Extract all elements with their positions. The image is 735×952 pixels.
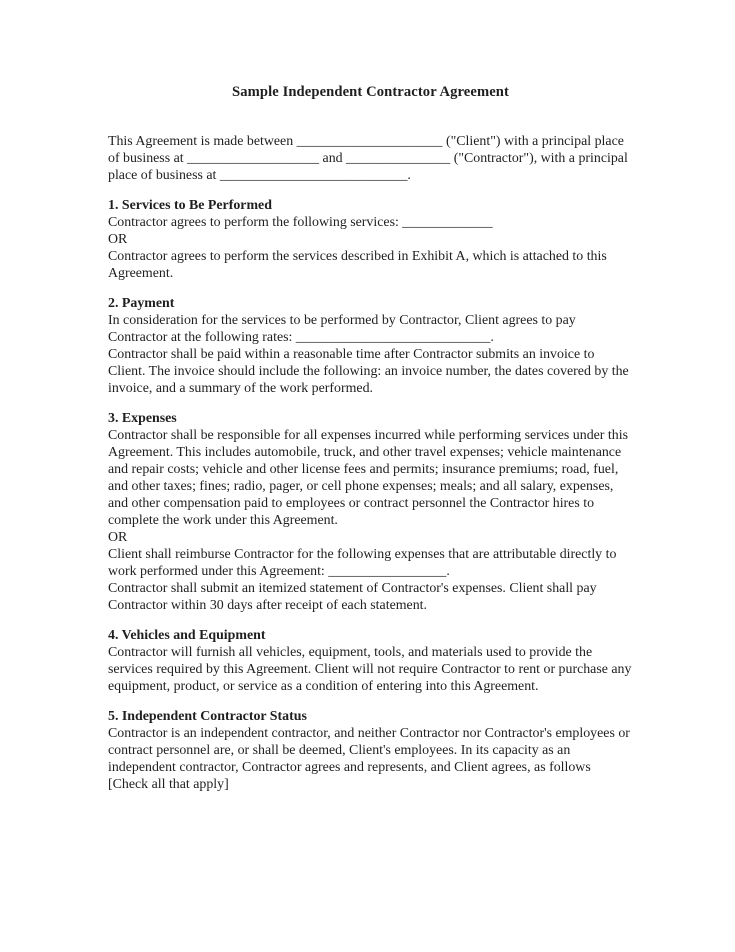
paragraph: Contractor shall be paid within a reasonable time after Contractor submits an invoice to Client. The invoice should include the following: an invoice number, the dates covered by the invoice, and a summary of the work performed. bbox=[108, 347, 629, 396]
section-vehicles-equipment bbox=[108, 627, 633, 695]
intro-paragraph: This Agreement is made between _____________________ ("Client") with a principal place of business at ___________________ and _______________ ("Contractor"), with a principal place of business at ___________________________. bbox=[108, 134, 628, 183]
document-title: Sample Independent Contractor Agreement bbox=[232, 84, 509, 100]
section-heading: 3. Expenses bbox=[108, 411, 177, 426]
paragraph: Contractor agrees to perform the following services: _____________ bbox=[108, 215, 493, 230]
paragraph: Contractor shall be responsible for all expenses incurred while performing services under this Agreement. This includes automobile, truck, and other travel expenses; vehicle maintenance and repair costs; vehicle and other license fees and permits; insurance premiums; road, fuel, and other taxes; fines; radio, pager, or cell phone expenses; meals; and all salary, expenses, and other compensation paid to employees or contract personnel the Contractor hires to complete the work under this Agreement. bbox=[108, 428, 628, 528]
paragraph: In consideration for the services to be performed by Contractor, Client agrees to pay Contractor at the following rates: ____________________________. bbox=[108, 313, 576, 345]
paragraph: OR bbox=[108, 530, 128, 545]
paragraph: Contractor is an independent contractor, and neither Contractor nor Contractor's employees or contract personnel are, or shall be deemed, Client's employees. In its capacity as an independent contractor, Contractor agrees and represents, and Client agrees, as follows bbox=[108, 726, 630, 775]
paragraph: OR bbox=[108, 232, 128, 247]
section-heading: 5. Independent Contractor Status bbox=[108, 709, 307, 724]
section-services bbox=[108, 197, 633, 282]
paragraph: Client shall reimburse Contractor for the following expenses that are attributable directly to work performed under this Agreement: _________________. bbox=[108, 547, 617, 579]
section-contractor-status bbox=[108, 708, 633, 793]
paragraph: Contractor will furnish all vehicles, equipment, tools, and materials used to provide the services required by this Agreement. Client will not require Contractor to rent or purchase any equipment, product, or service as a condition of entering into this Agreement. bbox=[108, 645, 632, 694]
section-heading: 2. Payment bbox=[108, 296, 175, 311]
paragraph: [Check all that apply] bbox=[108, 777, 229, 792]
section-heading: 4. Vehicles and Equipment bbox=[108, 628, 266, 643]
section-heading: 1. Services to Be Performed bbox=[108, 198, 272, 213]
paragraph: Contractor shall submit an itemized statement of Contractor's expenses. Client shall pay Contractor within 30 days after receipt of each statement. bbox=[108, 581, 597, 613]
section-payment bbox=[108, 295, 633, 397]
section-expenses bbox=[108, 410, 633, 614]
paragraph: Contractor agrees to perform the services described in Exhibit A, which is attached to this Agreement. bbox=[108, 249, 607, 281]
